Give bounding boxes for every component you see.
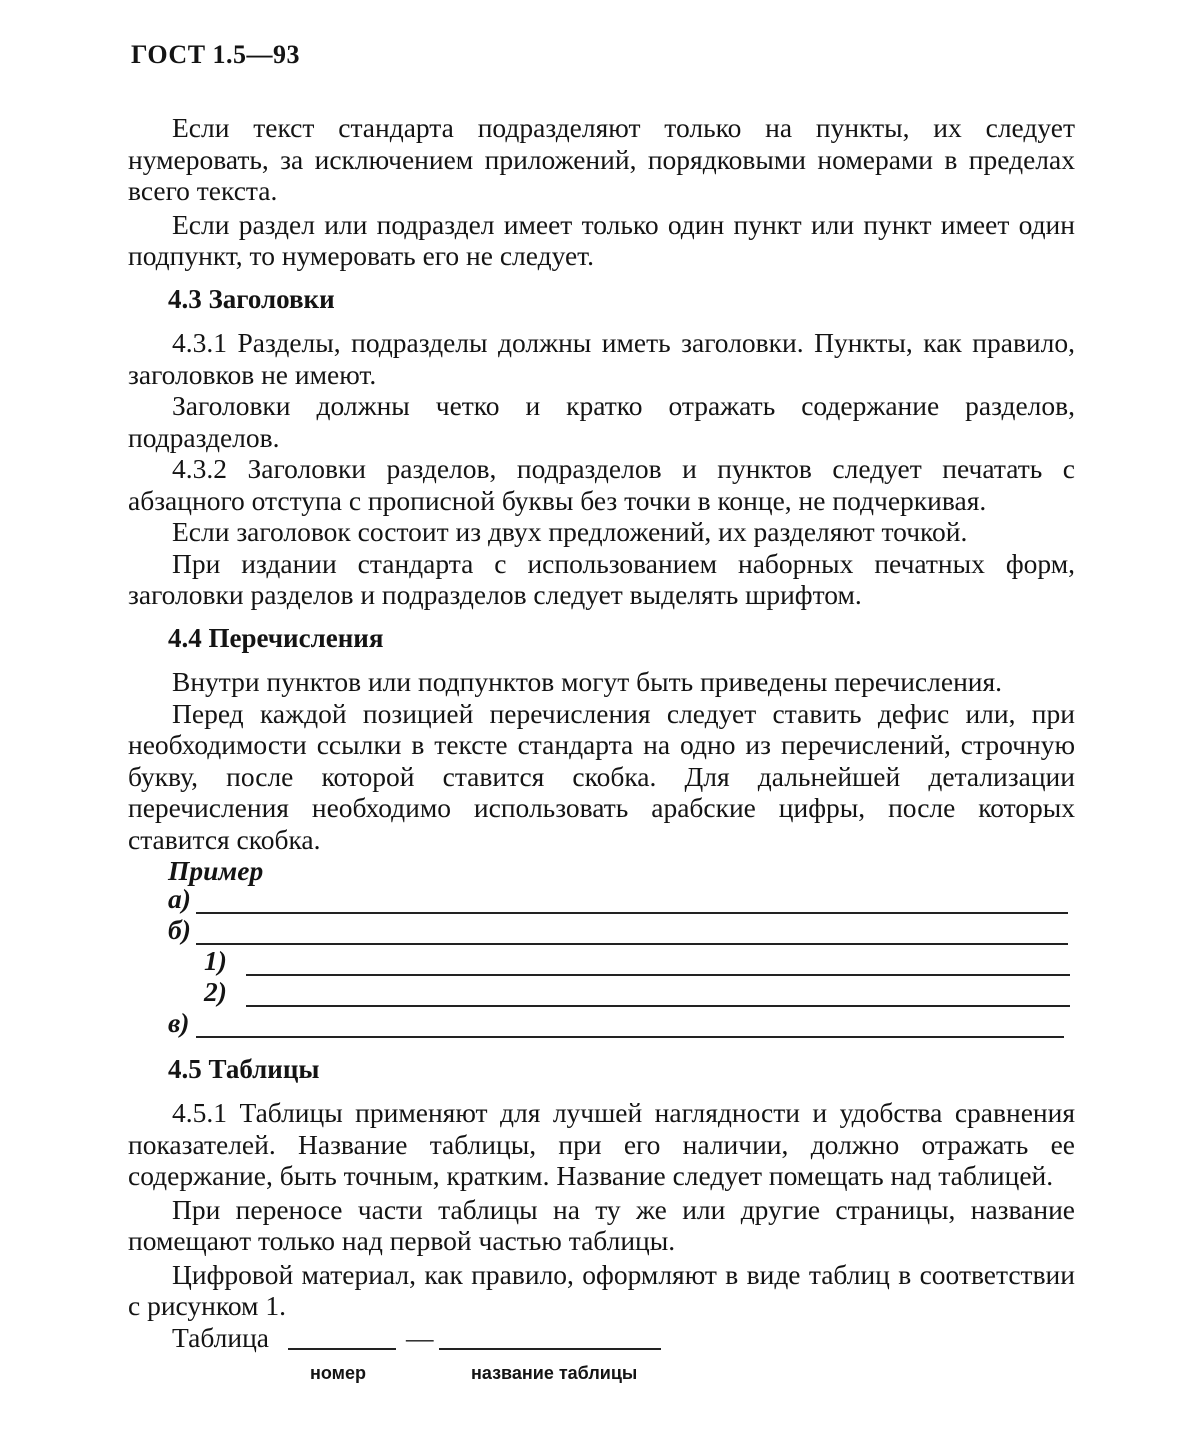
paragraph: Внутри пунктов или подпунктов могут быть приведены перечисления.	[172, 666, 1003, 697]
paragraph: Если заголовок состоит из двух предложений, их разделяют точкой.	[172, 516, 968, 547]
enum-label: а)	[168, 883, 191, 914]
paragraph: 4.5.1 Таблицы применяют для лучшей наглядности и удобства сравнения показателей. Название таблицы, при его наличии, должно отражать ее содержание, быть точным, кратким. Название следует помещать над таблицей.	[128, 1097, 1075, 1191]
table-caption-template	[128, 1322, 1075, 1394]
enum-label: б)	[168, 914, 191, 945]
example-label: Пример	[168, 855, 264, 886]
paragraph: Цифровой материал, как правило, оформляют в виде таблиц в соответствии с рисунком 1.	[128, 1258, 1075, 1321]
paragraph: При издании стандарта с использованием наборных печатных форм, заголовки разделов и подразделов следует выделять шрифтом.	[128, 547, 1075, 610]
enum-label: 2)	[204, 976, 227, 1007]
enum-item-b	[128, 914, 1075, 949]
table-title-blank	[439, 1348, 661, 1350]
page-header: ГОСТ 1.5—93	[131, 40, 301, 69]
section-heading-4-5: 4.5 Таблицы	[168, 1053, 320, 1084]
enum-label: в)	[168, 1007, 190, 1038]
paragraph: Если раздел или подраздел имеет только один пункт или пункт имеет один подпункт, то нумеровать его не следует.	[128, 208, 1075, 271]
paragraph: 4.3.2 Заголовки разделов, подразделов и пунктов следует печатать с абзацного отступа с прописной буквы без точки в конце, не подчеркивая.	[128, 453, 1075, 516]
section-heading-4-4: 4.4 Перечисления	[168, 622, 384, 653]
paragraph: 4.3.1 Разделы, подразделы должны иметь заголовки. Пункты, как правило, заголовков не имеют.	[128, 327, 1075, 390]
enum-blank-line	[246, 1005, 1070, 1007]
document-body	[128, 112, 1075, 1394]
enum-item-1	[128, 945, 1075, 980]
enum-blank-line	[196, 943, 1068, 945]
table-number-blank	[288, 1348, 396, 1350]
table-word: Таблица	[172, 1321, 269, 1353]
enum-blank-line	[196, 1036, 1064, 1038]
enum-item-a	[128, 883, 1075, 918]
enum-blank-line	[196, 912, 1068, 914]
table-number-label: номер	[310, 1362, 366, 1383]
enum-item-v	[128, 1007, 1075, 1042]
paragraph: Заголовки должны четко и кратко отражать содержание разделов, подразделов.	[128, 390, 1075, 453]
paragraph: Перед каждой позицией перечисления следует ставить дефис или, при необходимости ссылки в тексте стандарта на одно из перечислений, строчную букву, после которой ставится скобка. Для дальнейшей детализации перечисления необходимо использовать арабские цифры, после которых ставится скобка.	[128, 697, 1075, 855]
table-title-label: название таблицы	[471, 1362, 638, 1383]
enum-label: 1)	[204, 945, 227, 976]
enum-item-2	[128, 976, 1075, 1011]
enum-blank-line	[246, 974, 1070, 976]
paragraph: Если текст стандарта подразделяют только на пункты, их следует нумеровать, за исключением приложений, порядковыми номерами в пределах всего текста.	[128, 112, 1075, 206]
table-caption-dash: —	[406, 1321, 434, 1353]
section-heading-4-3: 4.3 Заголовки	[168, 283, 335, 314]
paragraph: При переносе части таблицы на ту же или другие страницы, название помещают только над первой частью таблицы.	[128, 1193, 1075, 1256]
